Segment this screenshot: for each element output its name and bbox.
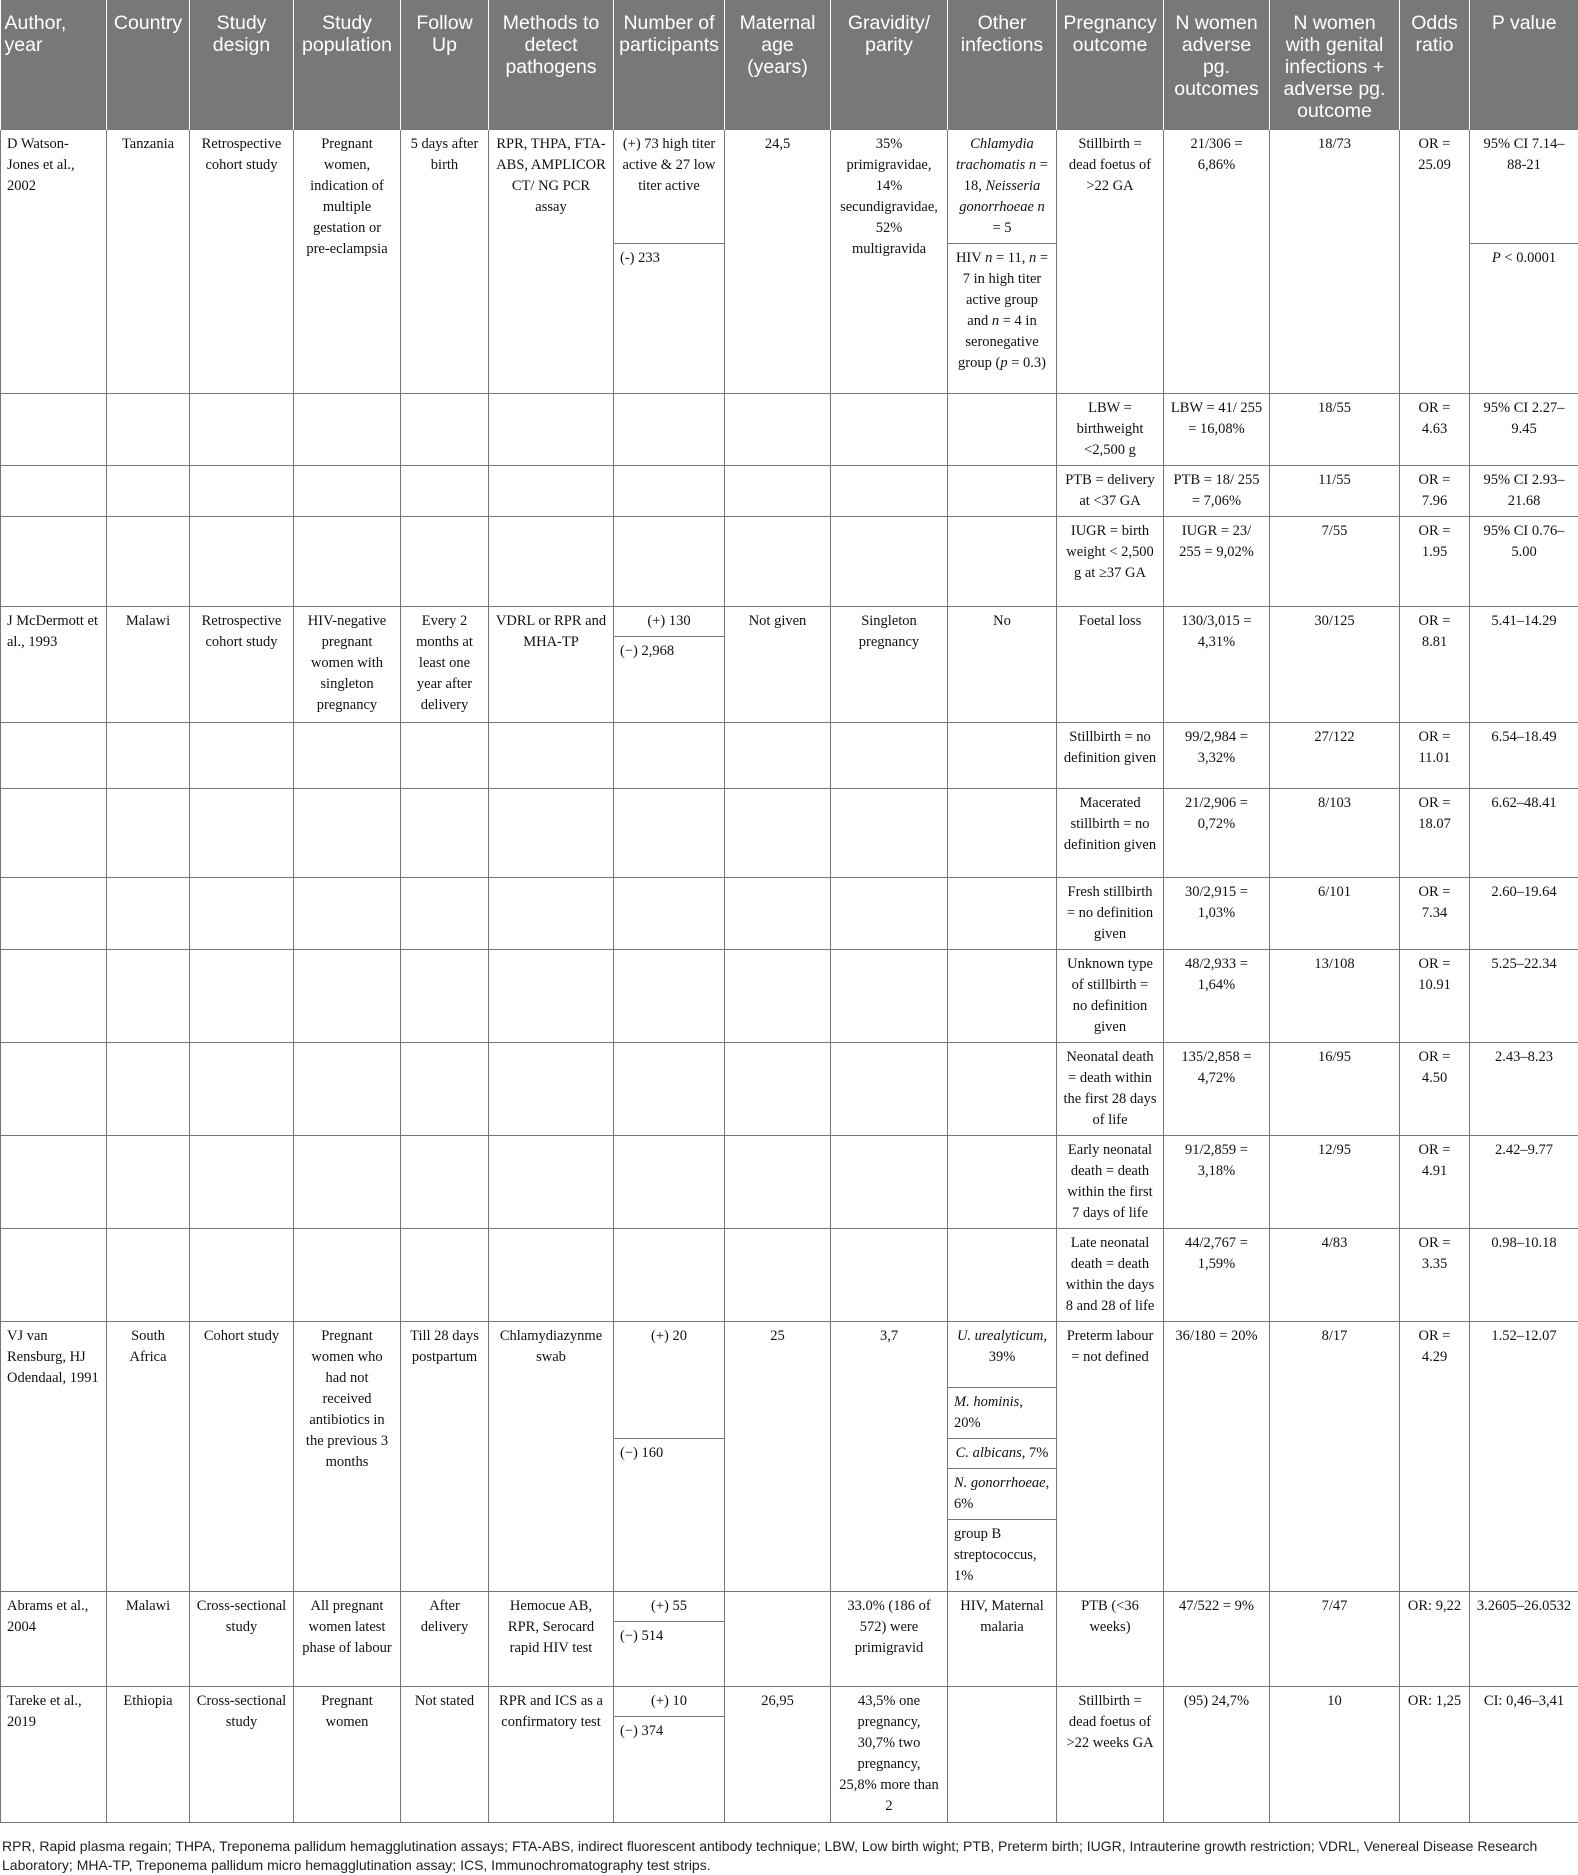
cell-participants-neg: (−) 2,968 <box>614 637 725 723</box>
cell-age: 26,95 <box>725 1687 831 1823</box>
cell-followup: 5 days after birth <box>401 130 489 394</box>
cell-author: VJ van Rensburg, HJ Odendaal, 1991 <box>1 1322 107 1592</box>
cell-outcome: Foetal loss <box>1057 607 1164 723</box>
col-header: Other infections <box>948 0 1057 130</box>
cell-n-adverse: PTB = 18/ 255 = 7,06% <box>1164 466 1270 517</box>
cell-gravidity: 3,7 <box>831 1322 948 1592</box>
cell-p-value: 3.2605–26.0532 <box>1470 1592 1578 1687</box>
cell-outcome: PTB = delivery at <37 GA <box>1057 466 1164 517</box>
table-row <box>1 723 1578 789</box>
cell-participants-pos: (+) 130 <box>614 607 725 637</box>
cell-odds-ratio: OR = 4.29 <box>1400 1322 1470 1592</box>
cell-participants-pos: (+) 73 high titer active & 27 low titer active <box>614 130 725 244</box>
cell-infections: Chlamydia trachomatis n = 18, Neisseria gonorrhoeae n = 5 <box>948 130 1057 244</box>
cell-infections: group B streptococcus, 1% <box>948 1520 1057 1592</box>
cell-odds-ratio: OR: 9,22 <box>1400 1592 1470 1687</box>
cell-population: Pregnant women who had not received antibiotics in the previous 3 months <box>294 1322 401 1592</box>
cell-infections: HIV, Maternal malaria <box>948 1592 1057 1687</box>
cell-outcome: Neonatal death = death within the first 28 days of life <box>1057 1043 1164 1136</box>
cell-n-adverse: 21/2,906 = 0,72% <box>1164 789 1270 878</box>
cell-author: J McDermott et al., 1993 <box>1 607 107 723</box>
cell-odds-ratio: OR = 10.91 <box>1400 950 1470 1043</box>
cell-methods: Hemocue AB, RPR, Serocard rapid HIV test <box>489 1592 614 1687</box>
cell-odds-ratio: OR = 8.81 <box>1400 607 1470 723</box>
cell-author: D Watson-Jones et al., 2002 <box>1 130 107 394</box>
cell-country: Ethiopia <box>107 1687 190 1823</box>
cell-n-adverse: LBW = 41/ 255 = 16,08% <box>1164 394 1270 466</box>
cell-design: Retrospective cohort study <box>190 130 294 394</box>
cell-p-value: CI: 0,46–3,41 <box>1470 1687 1578 1823</box>
col-header: N women with genital infections + adverse pg. outcome <box>1270 0 1400 130</box>
cell-odds-ratio: OR = 4.50 <box>1400 1043 1470 1136</box>
cell-followup: After delivery <box>401 1592 489 1687</box>
cell-gravidity: Singleton pregnancy <box>831 607 948 723</box>
col-header: Maternal age (years) <box>725 0 831 130</box>
cell-n-adverse: 99/2,984 = 3,32% <box>1164 723 1270 789</box>
cell-outcome: Macerated stillbirth = no definition given <box>1057 789 1164 878</box>
table-row <box>1 1229 1578 1322</box>
cell-age: Not given <box>725 607 831 723</box>
cell-participants-pos: (+) 10 <box>614 1687 725 1717</box>
cell-n-adverse: 130/3,015 = 4,31% <box>1164 607 1270 723</box>
cell-n-genital: 4/83 <box>1270 1229 1400 1322</box>
cell-n-adverse: (95) 24,7% <box>1164 1687 1270 1823</box>
cell-odds-ratio: OR = 1.95 <box>1400 517 1470 607</box>
cell-outcome: Preterm labour = not defined <box>1057 1322 1164 1592</box>
cell-odds-ratio: OR = 7.34 <box>1400 878 1470 950</box>
col-header: Methods to detect pathogens <box>489 0 614 130</box>
cell-infections <box>948 1687 1057 1823</box>
table-row <box>1 878 1578 950</box>
cell-outcome: Early neonatal death = death within the first 7 days of life <box>1057 1136 1164 1229</box>
cell-n-adverse: 47/522 = 9% <box>1164 1592 1270 1687</box>
cell-outcome: Unknown type of stillbirth = no definition given <box>1057 950 1164 1043</box>
cell-infections: HIV n = 11, n = 7 in high titer active group and n = 4 in seronegative group (p = 0.3) <box>948 244 1057 394</box>
cell-age: 25 <box>725 1322 831 1592</box>
cell-p-value: 6.54–18.49 <box>1470 723 1578 789</box>
cell-country: South Africa <box>107 1322 190 1592</box>
col-header: Follow Up <box>401 0 489 130</box>
cell-design: Cross-sectional study <box>190 1687 294 1823</box>
table-row <box>1 1322 1578 1388</box>
cell-n-genital: 27/122 <box>1270 723 1400 789</box>
cell-country: Malawi <box>107 607 190 723</box>
cell-design: Cross-sectional study <box>190 1592 294 1687</box>
col-header: Odds ratio <box>1400 0 1470 130</box>
cell-p-value: 0.98–10.18 <box>1470 1229 1578 1322</box>
cell-followup: Every 2 months at least one year after delivery <box>401 607 489 723</box>
cell-n-genital: 13/108 <box>1270 950 1400 1043</box>
cell-odds-ratio: OR = 4.63 <box>1400 394 1470 466</box>
cell-infections: U. urealyticum, 39% <box>948 1322 1057 1388</box>
cell-participants-pos: (+) 55 <box>614 1592 725 1622</box>
cell-p-value: 5.41–14.29 <box>1470 607 1578 723</box>
col-header: Number of participants <box>614 0 725 130</box>
cell-followup: Till 28 days postpartum <box>401 1322 489 1592</box>
cell-methods: RPR, THPA, FTA-ABS, AMPLICOR CT/ NG PCR assay <box>489 130 614 394</box>
cell-n-genital: 7/55 <box>1270 517 1400 607</box>
cell-methods: Chlamydiazynme swab <box>489 1322 614 1592</box>
cell-n-genital: 7/47 <box>1270 1592 1400 1687</box>
cell-population: Pregnant women <box>294 1687 401 1823</box>
cell-n-genital: 8/17 <box>1270 1322 1400 1592</box>
col-header: Gravidity/ parity <box>831 0 948 130</box>
cell-n-genital: 18/73 <box>1270 130 1400 394</box>
table-row <box>1 466 1578 517</box>
cell-n-genital: 10 <box>1270 1687 1400 1823</box>
cell-gravidity: 35% primigravidae, 14% secundigravidae, 52% multigravida <box>831 130 948 394</box>
cell-infections: No <box>948 607 1057 723</box>
cell-infections: M. hominis, 20% <box>948 1388 1057 1439</box>
cell-outcome: PTB (<36 weeks) <box>1057 1592 1164 1687</box>
cell-n-adverse: 36/180 = 20% <box>1164 1322 1270 1592</box>
cell-age <box>725 1592 831 1687</box>
cell-p-value: 6.62–48.41 <box>1470 789 1578 878</box>
cell-n-genital: 8/103 <box>1270 789 1400 878</box>
cell-odds-ratio: OR = 4.91 <box>1400 1136 1470 1229</box>
cell-author: Abrams et al., 2004 <box>1 1592 107 1687</box>
cell-n-adverse: 135/2,858 = 4,72% <box>1164 1043 1270 1136</box>
cell-infections: C. albicans, 7% <box>948 1439 1057 1469</box>
col-header: P value <box>1470 0 1578 130</box>
cell-participants-pos: (+) 20 <box>614 1322 725 1439</box>
cell-design: Retrospective cohort study <box>190 607 294 723</box>
cell-gravidity: 33.0% (186 of 572) were primigravid <box>831 1592 948 1687</box>
cell-p-value: 2.60–19.64 <box>1470 878 1578 950</box>
cell-outcome: LBW = birthweight <2,500 g <box>1057 394 1164 466</box>
table-row <box>1 1592 1578 1622</box>
cell-odds-ratio: OR = 11.01 <box>1400 723 1470 789</box>
cell-outcome: Stillbirth = dead foetus of >22 GA <box>1057 130 1164 394</box>
cell-participants-neg: (−) 514 <box>614 1622 725 1687</box>
cell-odds-ratio: OR = 18.07 <box>1400 789 1470 878</box>
cell-p-value: 95% CI 2.27–9.45 <box>1470 394 1578 466</box>
cell-p-value: 95% CI 7.14–88-21 <box>1470 130 1578 244</box>
cell-n-genital: 16/95 <box>1270 1043 1400 1136</box>
table-row <box>1 130 1578 244</box>
cell-participants-neg: (−) 374 <box>614 1717 725 1823</box>
table-row <box>1 394 1578 466</box>
cell-odds-ratio: OR = 25.09 <box>1400 130 1470 394</box>
cell-n-adverse: IUGR = 23/ 255 = 9,02% <box>1164 517 1270 607</box>
cell-p-value: 1.52–12.07 <box>1470 1322 1578 1592</box>
cell-n-genital: 6/101 <box>1270 878 1400 950</box>
cell-author: Tareke et al., 2019 <box>1 1687 107 1823</box>
cell-participants-neg: (-) 233 <box>614 244 725 394</box>
cell-country: Tanzania <box>107 130 190 394</box>
cell-n-genital: 12/95 <box>1270 1136 1400 1229</box>
cell-outcome: IUGR = birth weight < 2,500 g at ≥37 GA <box>1057 517 1164 607</box>
cell-n-genital: 30/125 <box>1270 607 1400 723</box>
table-row <box>1 950 1578 1043</box>
cell-outcome: Late neonatal death = death within the days 8 and 28 of life <box>1057 1229 1164 1322</box>
col-header: N women adverse pg. outcomes <box>1164 0 1270 130</box>
cell-p-value: 2.43–8.23 <box>1470 1043 1578 1136</box>
cell-n-adverse: 91/2,859 = 3,18% <box>1164 1136 1270 1229</box>
cell-p-value: P < 0.0001 <box>1470 244 1578 394</box>
cell-methods: VDRL or RPR and MHA-TP <box>489 607 614 723</box>
cell-n-adverse: 30/2,915 = 1,03% <box>1164 878 1270 950</box>
cell-odds-ratio: OR: 1,25 <box>1400 1687 1470 1823</box>
header-row <box>1 0 1578 130</box>
col-header: Author, year <box>1 0 107 130</box>
cell-p-value: 5.25–22.34 <box>1470 950 1578 1043</box>
cell-p-value: 95% CI 0.76–5.00 <box>1470 517 1578 607</box>
cell-population: All pregnant women latest phase of labour <box>294 1592 401 1687</box>
cell-gravidity: 43,5% one pregnancy, 30,7% two pregnancy, 25,8% more than 2 <box>831 1687 948 1823</box>
cell-country: Malawi <box>107 1592 190 1687</box>
table-row <box>1 789 1578 878</box>
cell-participants-neg: (−) 160 <box>614 1439 725 1592</box>
col-header: Study design <box>190 0 294 130</box>
cell-p-value: 95% CI 2.93–21.68 <box>1470 466 1578 517</box>
cell-odds-ratio: OR = 3.35 <box>1400 1229 1470 1322</box>
cell-population: HIV-negative pregnant women with singleton pregnancy <box>294 607 401 723</box>
table-row <box>1 1043 1578 1136</box>
table-footnote: RPR, Rapid plasma regain; THPA, Treponema pallidum hemagglutination assays; FTA-ABS, indirect fluorescent antibody technique; LBW, Low birth wight; PTB, Preterm birth; IUGR, Intrauterine growth restriction; VDRL, Venereal Disease Research Laboratory; MHA-TP, Treponema pallidum micro hemagglutination assay; ICS, Immunochromatography test strips. <box>0 1823 1578 1875</box>
cell-infections: N. gonorrhoeae, 6% <box>948 1469 1057 1520</box>
cell-n-genital: 18/55 <box>1270 394 1400 466</box>
cell-outcome: Stillbirth = dead foetus of >22 weeks GA <box>1057 1687 1164 1823</box>
col-header: Pregnancy outcome <box>1057 0 1164 130</box>
table-row <box>1 1687 1578 1717</box>
cell-followup: Not stated <box>401 1687 489 1823</box>
cell-odds-ratio: OR = 7.96 <box>1400 466 1470 517</box>
cell-population: Pregnant women, indication of multiple gestation or pre-eclampsia <box>294 130 401 394</box>
col-header: Study population <box>294 0 401 130</box>
cell-n-genital: 11/55 <box>1270 466 1400 517</box>
cell-design: Cohort study <box>190 1322 294 1592</box>
cell-n-adverse: 44/2,767 = 1,59% <box>1164 1229 1270 1322</box>
col-header: Country <box>107 0 190 130</box>
table-row <box>1 607 1578 637</box>
cell-n-adverse: 48/2,933 = 1,64% <box>1164 950 1270 1043</box>
table-row <box>1 517 1578 607</box>
cell-age: 24,5 <box>725 130 831 394</box>
cell-n-adverse: 21/306 = 6,86% <box>1164 130 1270 394</box>
cell-outcome: Fresh stillbirth = no definition given <box>1057 878 1164 950</box>
table-row <box>1 1136 1578 1229</box>
cell-outcome: Stillbirth = no definition given <box>1057 723 1164 789</box>
cell-p-value: 2.42–9.77 <box>1470 1136 1578 1229</box>
cell-methods: RPR and ICS as a confirmatory test <box>489 1687 614 1823</box>
